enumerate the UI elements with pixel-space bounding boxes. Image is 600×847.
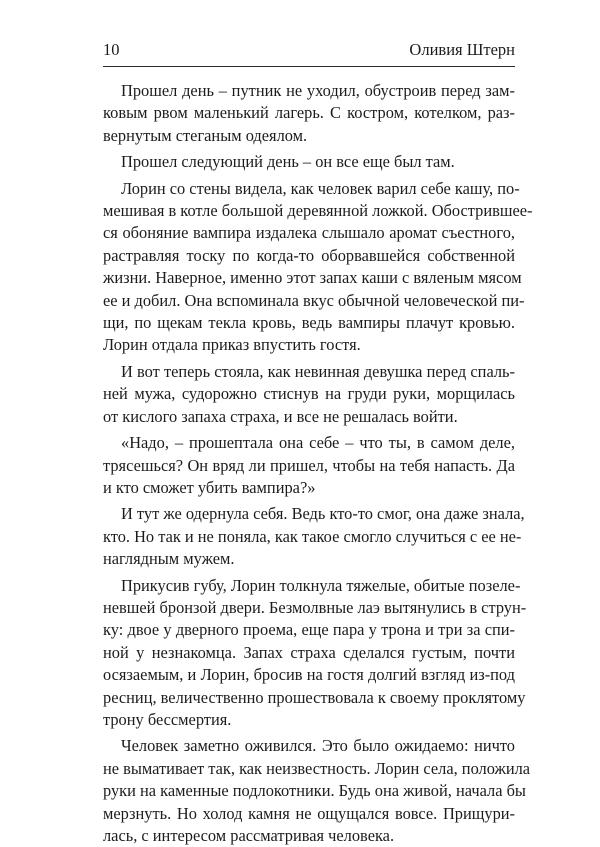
text-line: не вымативает так, как неизвестность. Лорин села, положила: [103, 758, 531, 778]
text-line: И тут же одернула себя. Ведь кто-то смог, она даже знала,: [121, 504, 525, 524]
text-line: ся обоняние вампира издалека слышало аромат съестного,: [103, 223, 515, 243]
header-rule: [103, 66, 515, 67]
text-line: жизни. Наверное, именно этот запах каши с вяленым мясом: [103, 268, 522, 288]
paragraph: [103, 178, 533, 357]
text-line: растравляя тоску по когда-то оборвавшейся собственной: [103, 245, 515, 265]
text-line: лась, с интересом рассматривая человека.: [103, 826, 395, 845]
paragraph: [103, 503, 525, 570]
text-line: мешивая в котле большой деревянной ложкой. Обострившеe-: [103, 201, 533, 221]
text-line: Прикусив губу, Лорин толкнула тяжелые, обитые позеле-: [121, 575, 521, 595]
text-line: И вот теперь стояла, как невинная девушка перед спаль-: [121, 361, 515, 381]
page-header: [103, 40, 515, 64]
text-line: от кислого запаха страха, и все не решалась войти.: [103, 406, 458, 426]
text-line: трону бессмертия.: [103, 709, 232, 729]
paragraph: [103, 151, 515, 173]
text-line: щи, по щекам текла кровь, ведь вампиры плачут кровью.: [103, 313, 515, 333]
paragraph: [103, 361, 515, 428]
text-line: наглядным мужем.: [103, 549, 235, 569]
text-line: Лорин отдала приказ впустить гостя.: [103, 335, 361, 355]
text-line: кто. Но так и не поняла, как такое смогло случиться с ее не-: [103, 526, 522, 546]
text-line: Прошел следующий день – он все еще был там.: [121, 152, 455, 172]
text-line: Человек заметно оживился. Это было ожидаемо: ничто: [121, 736, 515, 756]
text-line: трясешься? Он вряд ли пришел, чтобы на тебя напасть. Да: [103, 455, 515, 475]
text-line: и кто сможет убить вампира?»: [103, 477, 316, 497]
text-line: «Надо, – прошептала она себе – что ты, в самом деле,: [121, 433, 515, 453]
body-text: [103, 80, 533, 847]
text-line: ковым рвом маленький лагерь. С костром, котелком, раз-: [103, 103, 515, 123]
paragraph: [103, 735, 531, 847]
text-line: Лорин со стены видела, как человек варил себе кашу, по-: [121, 178, 520, 198]
text-line: мерзнуть. Но холод камня не ощущался вовсе. Прищури-: [103, 803, 515, 823]
text-line: ку: двое у дверного проема, еще пара у трона и три за спи-: [103, 620, 515, 640]
page-number: 10: [103, 40, 120, 59]
text-line: ресниц, величественно прошествовала к своему проклятому: [103, 687, 526, 707]
text-line: руки на каменные подлокотники. Будь она живой, начала бы: [103, 781, 526, 801]
text-line: ней мужа, судорожно стиснув на груди руки, морщилась: [103, 384, 515, 404]
paragraph: [103, 432, 515, 499]
text-line: Прошел день – путник не уходил, обустроив перед зам-: [121, 81, 515, 100]
paragraph: [103, 80, 515, 147]
running-title: Оливия Штерн: [409, 40, 515, 59]
text-line: осязаемым, и Лорин, бросив на гостя долгий взгляд из-под: [103, 665, 515, 685]
paragraph: [103, 575, 527, 732]
text-line: ее и добил. Она вспоминала вкус обычной человеческой пи-: [103, 290, 525, 310]
text-line: вернутым стеганым одеялом.: [103, 125, 308, 145]
text-line: ной у незнакомца. Запах страха сделался густым, почти: [103, 642, 515, 662]
text-line: невшей бронзой двери. Безмолвные лаэ вытянулись в струн-: [103, 597, 527, 617]
